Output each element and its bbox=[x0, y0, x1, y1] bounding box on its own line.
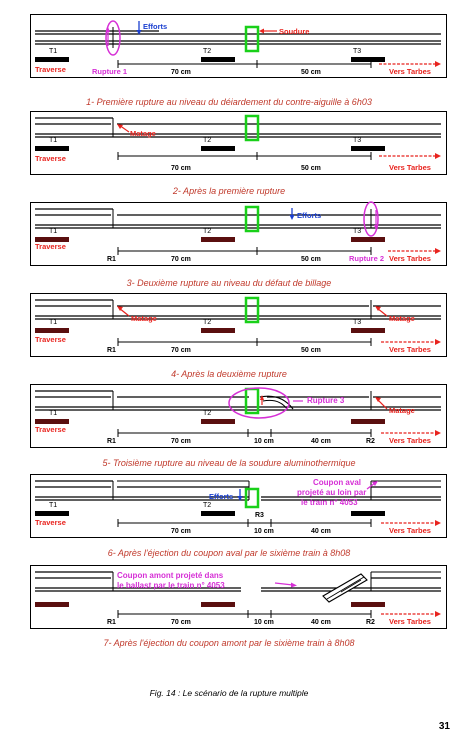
t2-label: T2 bbox=[203, 48, 212, 55]
efforts-label: Efforts bbox=[297, 211, 322, 220]
vers-tarbes-label: Vers Tarbes bbox=[389, 163, 431, 172]
sleeper-t3 bbox=[351, 146, 385, 151]
figure-caption: Fig. 14 : Le scénario de la rupture multiple bbox=[149, 688, 309, 698]
traverse-label: Traverse bbox=[35, 65, 66, 74]
dim-70cm: 70 cm bbox=[171, 347, 191, 354]
sleeper-t2 bbox=[201, 57, 235, 62]
coupon-aval-line-2: projeté au loin par bbox=[297, 488, 367, 497]
r1-label: R1 bbox=[107, 438, 116, 445]
sleeper-t2 bbox=[201, 511, 235, 516]
dim-70cm: 70 cm bbox=[171, 619, 191, 626]
sleeper-t3 bbox=[351, 328, 385, 333]
sleeper-t1 bbox=[35, 511, 69, 516]
traverse-label: Traverse bbox=[35, 154, 66, 163]
traverse-label: Traverse bbox=[35, 335, 66, 344]
efforts-label: Efforts bbox=[209, 492, 234, 501]
coupon-aval-line-1: Coupon aval bbox=[313, 478, 362, 487]
rupture1-label: Rupture 1 bbox=[92, 67, 128, 76]
caption-1: 1- Première rupture au niveau du déiardement du contre-aiguille à 6h03 bbox=[86, 97, 372, 107]
vers-tarbes-label: Vers Tarbes bbox=[389, 617, 431, 626]
dim-40cm: 40 cm bbox=[311, 438, 331, 445]
scenario-panel-2 bbox=[30, 111, 447, 175]
sleeper-t2 bbox=[201, 602, 235, 607]
vers-tarbes-label: Vers Tarbes bbox=[389, 67, 431, 76]
t1-label: T1 bbox=[49, 48, 58, 55]
efforts-label: Efforts bbox=[143, 22, 168, 31]
caption-5: 5- Troisième rupture au niveau de la soudure aluminothermique bbox=[102, 458, 356, 468]
dim-50cm: 50 cm bbox=[301, 347, 321, 354]
traverse-label: Traverse bbox=[35, 425, 66, 434]
r3-label: R3 bbox=[255, 512, 264, 519]
track-diagram-4 bbox=[31, 294, 446, 356]
rupture2-label: Rupture 2 bbox=[349, 254, 385, 263]
sleeper-t1 bbox=[35, 602, 69, 607]
vers-tarbes-label: Vers Tarbes bbox=[389, 345, 431, 354]
scenario-panel-3 bbox=[30, 202, 447, 266]
sleeper-t2 bbox=[201, 419, 235, 424]
sleeper-t1 bbox=[35, 328, 69, 333]
track-diagram-6 bbox=[31, 475, 446, 537]
caption-2: 2- Après la première rupture bbox=[172, 186, 286, 196]
caption-7: 7- Après l'éjection du coupon amont par le sixième train à 8h08 bbox=[103, 638, 355, 648]
track-diagram-5 bbox=[31, 385, 446, 447]
r1-label: R1 bbox=[107, 256, 116, 263]
weld-marker bbox=[246, 27, 258, 51]
t3-label: T3 bbox=[353, 228, 362, 235]
scenario-panel-4 bbox=[30, 293, 447, 357]
t1-label: T1 bbox=[49, 228, 58, 235]
dim-70cm: 70 cm bbox=[171, 165, 191, 172]
t1-label: T1 bbox=[49, 502, 58, 509]
dim-10cm: 10 cm bbox=[254, 438, 274, 445]
dim-40cm: 40 cm bbox=[311, 619, 331, 626]
dim-50cm: 50 cm bbox=[301, 165, 321, 172]
r2-label: R2 bbox=[366, 438, 375, 445]
caption-4: 4- Après la deuxième rupture bbox=[171, 369, 287, 379]
sleeper-t3 bbox=[351, 419, 385, 424]
weld-marker bbox=[246, 489, 258, 507]
t3-label: T3 bbox=[353, 319, 362, 326]
sleeper-t1 bbox=[35, 57, 69, 62]
matage-label-left: Matage bbox=[131, 314, 157, 323]
dim-70cm: 70 cm bbox=[171, 438, 191, 445]
vers-tarbes-label: Vers Tarbes bbox=[389, 436, 431, 445]
dim-40cm: 40 cm bbox=[311, 528, 331, 535]
coupon-amont-line-2: le ballast par le train n° 4053 bbox=[117, 581, 225, 590]
t1-label: T1 bbox=[49, 319, 58, 326]
matage-label: Matage bbox=[130, 129, 156, 138]
traverse-label: Traverse bbox=[35, 242, 66, 251]
t2-label: T2 bbox=[203, 410, 212, 417]
dim-10cm: 10 cm bbox=[254, 528, 274, 535]
vers-tarbes-label: Vers Tarbes bbox=[389, 526, 431, 535]
t2-label: T2 bbox=[203, 319, 212, 326]
coupon-amont-line-1: Coupon amont projeté dans bbox=[117, 571, 224, 580]
dim-50cm: 50 cm bbox=[301, 69, 321, 76]
track-diagram-1 bbox=[31, 15, 446, 77]
dim-70cm: 70 cm bbox=[171, 69, 191, 76]
matage-label-right: Matage bbox=[389, 314, 415, 323]
dim-10cm: 10 cm bbox=[254, 619, 274, 626]
sleeper-t2 bbox=[201, 146, 235, 151]
sleeper-t3 bbox=[351, 511, 385, 516]
scenario-panel-7 bbox=[30, 565, 447, 629]
traverse-label: Traverse bbox=[35, 518, 66, 527]
caption-3: 3- Deuxième rupture au niveau du défaut de billage bbox=[126, 278, 332, 288]
t2-label: T2 bbox=[203, 137, 212, 144]
sleeper-t1 bbox=[35, 146, 69, 151]
sleeper-t2 bbox=[201, 237, 235, 242]
t1-label: T1 bbox=[49, 410, 58, 417]
t1-label: T1 bbox=[49, 137, 58, 144]
scenario-panel-6 bbox=[30, 474, 447, 538]
sleeper-t2 bbox=[201, 328, 235, 333]
t3-label: T3 bbox=[353, 48, 362, 55]
matage-label: Matage bbox=[389, 406, 415, 415]
rupture3-label: Rupture 3 bbox=[307, 396, 345, 405]
dim-70cm: 70 cm bbox=[171, 256, 191, 263]
r1-label: R1 bbox=[107, 347, 116, 354]
vers-tarbes-label: Vers Tarbes bbox=[389, 254, 431, 263]
sleeper-t1 bbox=[35, 419, 69, 424]
track-diagram-2 bbox=[31, 112, 446, 174]
dim-50cm: 50 cm bbox=[301, 256, 321, 263]
r2-label: R2 bbox=[366, 619, 375, 626]
track-diagram-3 bbox=[31, 203, 446, 265]
page-number: 31 bbox=[438, 721, 450, 732]
soudure-label: Soudure bbox=[279, 27, 310, 36]
sleeper-t3 bbox=[351, 57, 385, 62]
t2-label: T2 bbox=[203, 228, 212, 235]
t2-label: T2 bbox=[203, 502, 212, 509]
caption-6: 6- Après l'éjection du coupon aval par le sixième train à 8h08 bbox=[107, 548, 351, 558]
scenario-panel-1 bbox=[30, 14, 447, 78]
t3-label: T3 bbox=[353, 137, 362, 144]
r1-label: R1 bbox=[107, 619, 116, 626]
track-diagram-7 bbox=[31, 566, 446, 628]
sleeper-t3 bbox=[351, 237, 385, 242]
coupon-aval-line-3: le train n° 4053 bbox=[301, 498, 358, 507]
sleeper-t3 bbox=[351, 602, 385, 607]
scenario-panel-5 bbox=[30, 384, 447, 448]
dim-70cm: 70 cm bbox=[171, 528, 191, 535]
